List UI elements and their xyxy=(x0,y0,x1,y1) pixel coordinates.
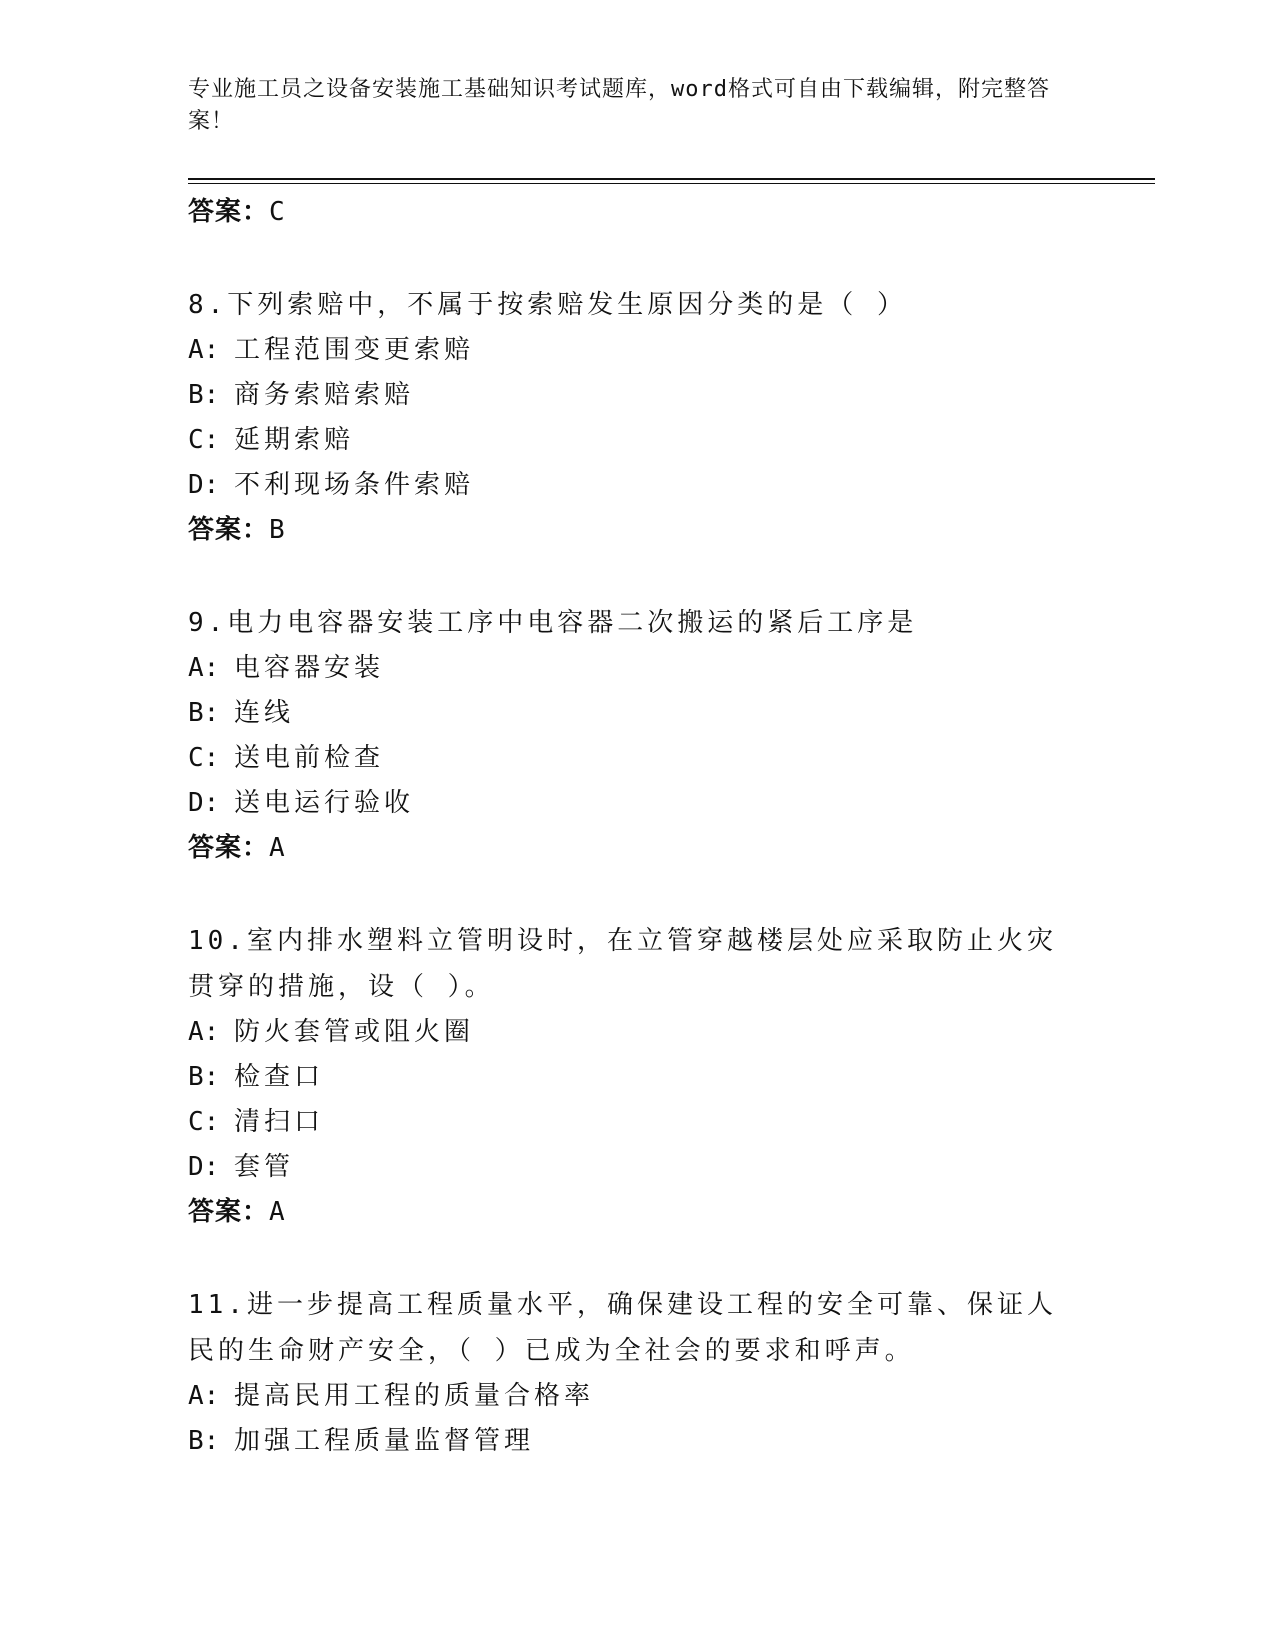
option-a xyxy=(188,1010,1088,1055)
header-divider-thick xyxy=(188,178,1155,180)
document-header: 专业施工员之设备安装施工基础知识考试题库，word格式可自由下载编辑，附完整答案！ xyxy=(188,77,1050,134)
option-a xyxy=(188,646,1088,691)
question-text: 8.下列索赔中，不属于按索赔发生原因分类的是（ ） xyxy=(188,290,907,320)
option-key: B: xyxy=(188,1062,220,1092)
option-text: 送电前检查 xyxy=(234,743,385,773)
option-a xyxy=(188,1374,1088,1419)
answer-label: 答案： xyxy=(188,1197,270,1227)
option-text: 检查口 xyxy=(234,1062,325,1092)
option-c xyxy=(188,418,1088,463)
question-text: 11.进一步提高工程质量水平，确保建设工程的安全可靠、保证人民的生命财产安全，（ ）已成为全社会的要求和呼声。 xyxy=(188,1290,1057,1366)
question-text: 10.室内排水塑料立管明设时，在立管穿越楼层处应采取防止火灾贯穿的措施，设（ ）。 xyxy=(188,926,1057,1002)
option-text: 清扫口 xyxy=(234,1107,325,1137)
question-item xyxy=(188,282,1088,552)
option-text: 套管 xyxy=(234,1152,295,1182)
option-key: D: xyxy=(188,470,220,500)
answer-line xyxy=(188,508,1088,552)
option-c xyxy=(188,736,1088,781)
option-text: 商务索赔索赔 xyxy=(234,380,415,410)
answer-line xyxy=(188,190,1088,234)
option-text: 送电运行验收 xyxy=(234,788,415,818)
question-item xyxy=(188,918,1088,1234)
option-d xyxy=(188,463,1088,508)
answer-value: B xyxy=(269,515,286,545)
option-key: A: xyxy=(188,1017,220,1047)
option-b xyxy=(188,1055,1088,1100)
question-item xyxy=(188,1282,1088,1464)
answer-label: 答案： xyxy=(188,515,270,545)
answer-label: 答案： xyxy=(188,833,270,863)
option-key: D: xyxy=(188,788,220,818)
option-b xyxy=(188,691,1088,736)
option-b xyxy=(188,373,1088,418)
answer-value: A xyxy=(269,1197,286,1227)
answer-line xyxy=(188,1190,1088,1234)
option-key: D: xyxy=(188,1152,220,1182)
answer-value: A xyxy=(269,833,286,863)
option-text: 延期索赔 xyxy=(234,425,355,455)
answer-line xyxy=(188,826,1088,870)
answer-value: C xyxy=(269,197,286,227)
option-a xyxy=(188,328,1088,373)
option-key: A: xyxy=(188,1381,220,1411)
option-key: B: xyxy=(188,1426,220,1456)
option-key: B: xyxy=(188,698,220,728)
option-d xyxy=(188,781,1088,826)
option-text: 加强工程质量监督管理 xyxy=(234,1426,535,1456)
option-text: 不利现场条件索赔 xyxy=(234,470,475,500)
option-text: 电容器安装 xyxy=(234,653,385,683)
option-c xyxy=(188,1100,1088,1145)
question-text: 9.电力电容器安装工序中电容器二次搬运的紧后工序是 xyxy=(188,608,918,638)
question-list xyxy=(188,190,1088,1464)
option-key: C: xyxy=(188,425,220,455)
answer-label: 答案： xyxy=(188,197,270,227)
option-key: A: xyxy=(188,335,220,365)
option-key: C: xyxy=(188,743,220,773)
option-key: C: xyxy=(188,1107,220,1137)
option-text: 提高民用工程的质量合格率 xyxy=(234,1381,595,1411)
option-text: 工程范围变更索赔 xyxy=(234,335,475,365)
option-d xyxy=(188,1145,1088,1190)
option-b xyxy=(188,1419,1088,1464)
option-text: 连线 xyxy=(234,698,295,728)
option-key: A: xyxy=(188,653,220,683)
question-item xyxy=(188,600,1088,870)
header-divider-thin xyxy=(188,183,1155,184)
option-text: 防火套管或阻火圈 xyxy=(234,1017,475,1047)
option-key: B: xyxy=(188,380,220,410)
